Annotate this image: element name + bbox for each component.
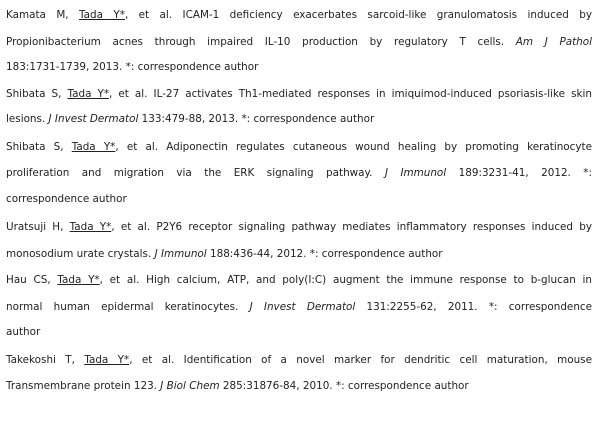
reference-5-note: author <box>6 326 41 338</box>
reference-4-authors: Uratsuji H, <box>6 221 70 233</box>
reference-1-authors: Kamata M, <box>6 9 80 21</box>
reference-4-title-end: monosodium urate crystals. <box>6 248 155 260</box>
reference-6-title-end: Transmembrane protein 123. <box>6 380 161 392</box>
reference-3-corresponding-author: Tada Y* <box>71 141 116 153</box>
reference-5-line-2 <box>6 299 592 315</box>
reference-4-line-2 <box>6 246 592 262</box>
reference-1-title-start: , et al. ICAM-1 deficiency exacerbates sarcoid-like granulomatosis induced by <box>124 9 592 21</box>
reference-1-line-1 <box>6 7 592 23</box>
reference-4-citation: 188:436-44, 2012. *: correspondence author <box>206 248 443 260</box>
reference-1-title-end: Propionibacterium acnes through impaired IL-10 production by regulatory T cells. <box>6 36 516 48</box>
reference-3-title-end: proliferation and migration via the ERK signaling pathway. <box>6 167 385 179</box>
reference-3-line-3 <box>6 191 592 207</box>
reference-6-line-1 <box>6 352 592 368</box>
reference-5-citation: 131:2255-62, 2011. *: correspondence <box>355 301 592 313</box>
reference-2-authors: Shibata S, <box>6 88 68 100</box>
reference-2-title-start: , et al. IL-27 activates Th1-mediated responses in imiquimod-induced psoriasis-like skin <box>109 88 592 100</box>
reference-6-journal: J Biol Chem <box>160 380 220 392</box>
reference-2-corresponding-author: Tada Y* <box>67 88 110 100</box>
reference-6-authors: Takekoshi T, <box>6 354 85 366</box>
reference-2-line-2 <box>6 111 592 127</box>
reference-2-line-1 <box>6 86 592 102</box>
reference-3-line-1 <box>6 139 592 155</box>
reference-1-journal: Am J Pathol <box>515 36 592 48</box>
reference-2-citation: 133:479-88, 2013. *: correspondence author <box>138 113 375 125</box>
reference-4-corresponding-author: Tada Y* <box>69 221 112 233</box>
reference-6-title-start: , et al. Identification of a novel marker for dendritic cell maturation, mouse <box>129 354 592 366</box>
reference-4-line-1 <box>6 219 592 235</box>
reference-1-citation: 183:1731-1739, 2013. *: correspondence author <box>6 61 259 73</box>
reference-3-line-2 <box>6 165 592 181</box>
reference-5-line-3 <box>6 324 592 340</box>
reference-5-title-end: normal human epidermal keratinocytes. <box>6 301 250 313</box>
reference-6-corresponding-author: Tada Y* <box>84 354 130 366</box>
reference-3-citation: 189:3231-41, 2012. *: <box>446 167 592 179</box>
reference-1-line-3 <box>6 59 592 75</box>
reference-5-line-1 <box>6 272 592 288</box>
reference-3-authors: Shibata S, <box>6 141 72 153</box>
reference-5-authors: Hau CS, <box>6 274 58 286</box>
reference-1-line-2 <box>6 34 592 50</box>
reference-3-journal: J Immunol <box>384 167 447 179</box>
reference-2-journal: J Invest Dermatol <box>48 113 139 125</box>
reference-5-journal: J Invest Dermatol <box>249 301 356 313</box>
reference-3-title-start: , et al. Adiponectin regulates cutaneous wound healing by promoting keratinocyte <box>115 141 592 153</box>
reference-5-title-start: , et al. High calcium, ATP, and poly(I:C) augment the immune response to b-glucan in <box>99 274 592 286</box>
reference-4-journal: J Immunol <box>154 248 207 260</box>
reference-5-corresponding-author: Tada Y* <box>57 274 100 286</box>
reference-1-corresponding-author: Tada Y* <box>79 9 125 21</box>
reference-3-note: correspondence author <box>6 193 127 205</box>
reference-6-line-2 <box>6 378 592 394</box>
reference-4-title-start: , et al. P2Y6 receptor signaling pathway mediates inflammatory responses induced by <box>111 221 592 233</box>
reference-6-citation: 285:31876-84, 2010. *: correspondence author <box>219 380 469 392</box>
reference-2-title-end: lesions. <box>6 113 49 125</box>
